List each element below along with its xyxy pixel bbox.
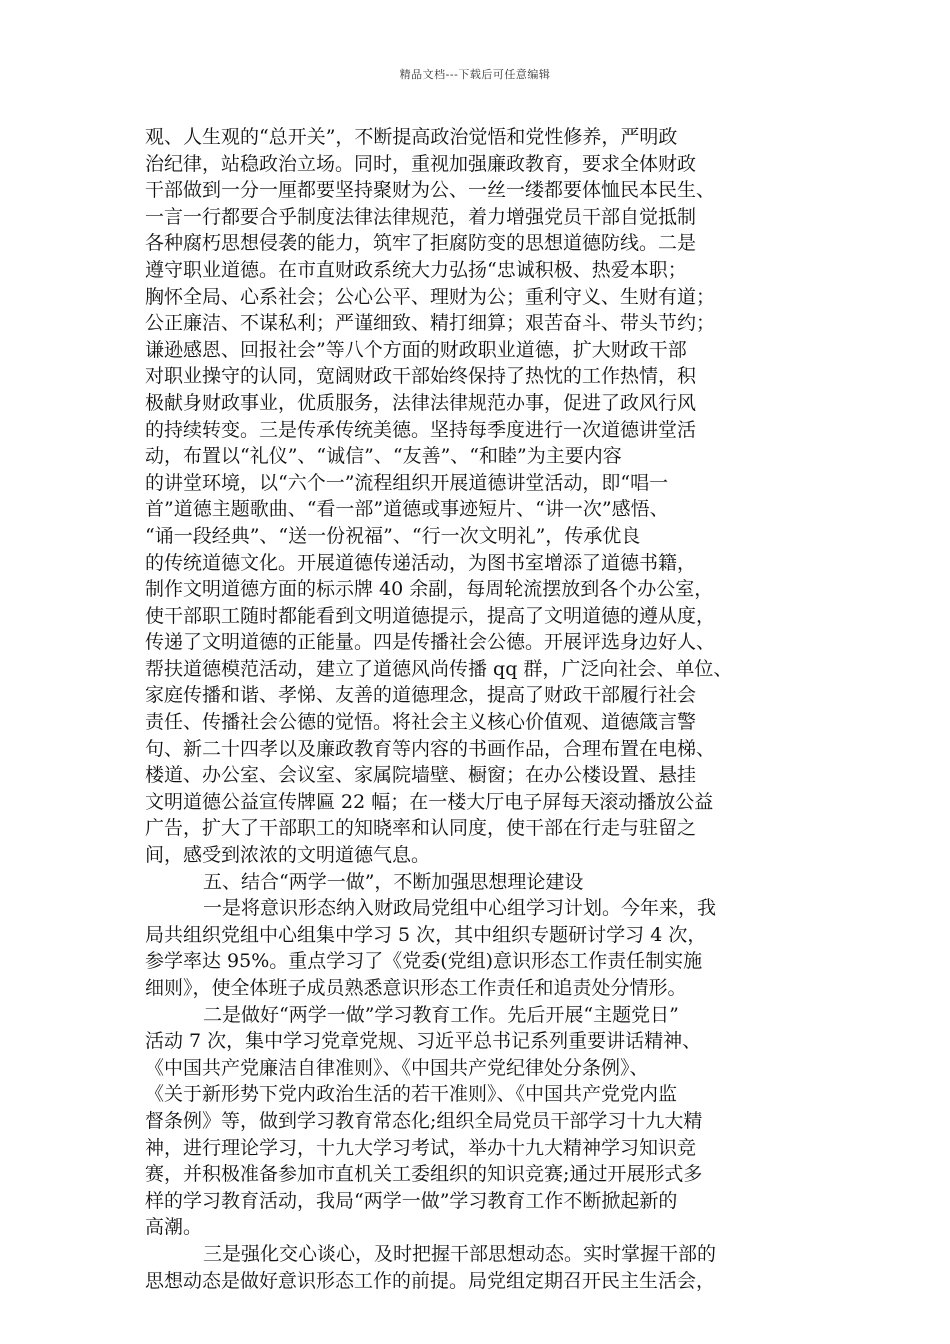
text-line: 制作文明道德方面的标示牌 40 余副，每周轮流摆放到各个办公室， bbox=[145, 578, 714, 601]
text-line: 赛，并积极准备参加市直机关工委组织的知识竞赛;通过开展形式多 bbox=[145, 1163, 703, 1186]
text-line: 首”道德主题歌曲、“看一部”道德或事迹短片、“讲一次”感悟、 bbox=[145, 498, 669, 521]
text-line: 公正廉洁、不谋私利；严谨细致、精打细算；艰苦奋斗、带头节约； bbox=[145, 312, 716, 335]
text-line: 极献身财政事业，优质服务，法律法律规范办事，促进了政风行风 bbox=[145, 391, 697, 414]
text-line: 使干部职工随时都能看到文明道德提示，提高了文明道德的遵从度， bbox=[145, 604, 716, 627]
text-line: 楼道、办公室、会议室、家属院墙壁、橱窗；在办公楼设置、悬挂 bbox=[145, 764, 697, 787]
text-line: 样的学习教育活动，我局“两学一做”学习教育工作不断掀起新的 bbox=[145, 1189, 678, 1212]
text-line: 责任、传播社会公德的觉悟。将社会主义核心价值观、道德箴言警 bbox=[145, 711, 697, 734]
text-line: 二是做好“两学一做”学习教育工作。先后开展“主题党日” bbox=[203, 1003, 679, 1026]
text-line: 《关于新形势下党内政治生活的若干准则》、《中国共产党党内监 bbox=[145, 1083, 678, 1106]
text-line: 参学率达 95%。重点学习了《党委(党组)意识形态工作责任制实施 bbox=[145, 950, 703, 973]
text-line: 对职业操守的认同，宽阔财政干部始终保持了热忱的工作热情，积 bbox=[145, 365, 697, 388]
text-line: 的持续转变。三是传承传统美德。坚持每季度进行一次道德讲堂活 bbox=[145, 418, 697, 441]
text-line: 干部做到一分一厘都要坚持聚财为公、一丝一缕都要体恤民本民生、 bbox=[145, 179, 716, 202]
text-line: 《中国共产党廉洁自律准则》、《中国共产党纪律处分条例》、 bbox=[145, 1056, 649, 1079]
text-line: 神，进行理论学习，十九大学习考试，举办十九大精神学习知识竞 bbox=[145, 1136, 697, 1159]
text-line: 动，布置以“礼仪”、“诚信”、“友善”、“和睦”为主要内容 bbox=[145, 445, 622, 468]
text-line: 句、新二十四孝以及廉政教育等内容的书画作品，合理布置在电梯、 bbox=[145, 737, 716, 760]
text-line: 谦逊感恩、回报社会”等八个方面的财政职业道德，扩大财政干部 bbox=[145, 338, 687, 361]
text-line: 家庭传播和谐、孝悌、友善的道德理念，提高了财政干部履行社会 bbox=[145, 684, 697, 707]
text-line: 的讲堂环境，以“六个一”流程组织开展道德讲堂活动，即“唱一 bbox=[145, 471, 669, 494]
page-header: 精品文档---下载后可任意编辑 bbox=[399, 68, 551, 81]
text-line: 观、人生观的“总开关”，不断提高政治觉悟和党性修养，严明政 bbox=[145, 126, 678, 148]
text-line: 胸怀全局、心系社会；公心公平、理财为公；重利守义、生财有道； bbox=[145, 285, 716, 308]
text-line: 文明道德公益宣传牌匾 22 幅；在一楼大厅电子屏每天滚动播放公益 bbox=[145, 790, 714, 813]
text-line: 广告，扩大了干部职工的知晓率和认同度，使干部在行走与驻留之 bbox=[145, 817, 697, 840]
text-line: 思想动态是做好意识形态工作的前提。局党组定期召开民主生活会， bbox=[145, 1269, 716, 1292]
text-line: 遵守职业道德。在市直财政系统大力弘扬“忠诚积极、热爱本职； bbox=[145, 258, 687, 281]
text-line: 传递了文明道德的正能量。四是传播社会公德。开展评选身边好人、 bbox=[145, 631, 716, 654]
text-line: 五、结合“两学一做”，不断加强思想理论建设 bbox=[203, 870, 584, 893]
text-line: 治纪律，站稳政治立场。同时，重视加强廉政教育，要求全体财政 bbox=[145, 152, 697, 175]
text-line: 一是将意识形态纳入财政局党组中心组学习计划。今年来，我 bbox=[203, 897, 717, 920]
text-line: 活动 7 次，集中学习党章党规、习近平总书记系列重要讲话精神、 bbox=[145, 1030, 702, 1053]
text-line: 细则》，使全体班子成员熟悉意识形态工作责任和追责处分情形。 bbox=[145, 977, 687, 999]
text-line: “诵一段经典”、“送一份祝福”、“行一次文明礼”，传承优良 bbox=[145, 524, 641, 547]
text-line: 帮扶道德模范活动，建立了道德风尚传播 qq 群，广泛向社会、单位、 bbox=[145, 657, 733, 680]
text-line: 的传统道德文化。开展道德传递活动，为图书室增添了道德书籍， bbox=[145, 551, 697, 574]
text-line: 高潮。 bbox=[145, 1216, 203, 1239]
text-line: 局共组织党组中心组集中学习 5 次，其中组织专题研讨学习 4 次， bbox=[145, 923, 707, 946]
document-body bbox=[145, 124, 813, 1294]
text-line: 间，感受到浓浓的文明道德气息。 bbox=[145, 844, 431, 867]
text-line: 三是强化交心谈心，及时把握干部思想动态。实时掌握干部的 bbox=[203, 1242, 717, 1265]
text-line: 各种腐朽思想侵袭的能力，筑牢了拒腐防变的思想道德防线。二是 bbox=[145, 232, 697, 255]
text-line: 督条例》等，做到学习教育常态化;组织全局党员干部学习十九大精 bbox=[145, 1109, 703, 1132]
text-line: 一言一行都要合乎制度法律法律规范，着力增强党员干部自觉抵制 bbox=[145, 205, 697, 228]
